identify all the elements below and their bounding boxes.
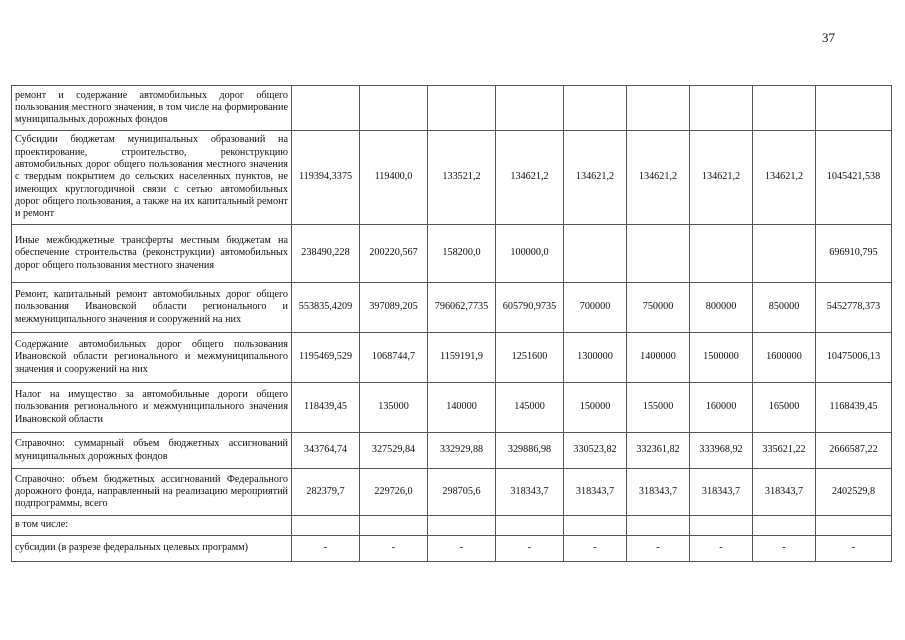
value-cell: - [496,536,564,562]
value-cell: 100000,0 [496,225,564,283]
value-cell: 605790,9735 [496,283,564,333]
value-cell: 330523,82 [564,433,627,469]
table-row [12,516,892,536]
page-number: 37 [822,30,835,45]
value-cell: 318343,7 [690,469,753,516]
value-cell: 119400,0 [360,131,428,225]
row-description: субсидии (в разрезе федеральных целевых программ) [12,536,292,562]
value-cell: - [360,536,428,562]
value-cell: 134621,2 [564,131,627,225]
value-cell: 134621,2 [496,131,564,225]
value-cell: 155000 [627,383,690,433]
value-cell: 318343,7 [753,469,816,516]
table-row [12,283,892,333]
value-cell: 850000 [753,283,816,333]
table-row [12,225,892,283]
table-row [12,536,892,562]
value-cell: 133521,2 [428,131,496,225]
value-cell [690,86,753,131]
value-cell: 134621,2 [690,131,753,225]
value-cell: 10475006,13 [816,333,892,383]
value-cell: 140000 [428,383,496,433]
value-cell: 1045421,538 [816,131,892,225]
value-cell: 343764,74 [292,433,360,469]
value-cell: 700000 [564,283,627,333]
row-description: Содержание автомобильных дорог общего пользования Ивановской области регионального и межмуниципального значения и сооружений на них [12,333,292,383]
value-cell: 282379,7 [292,469,360,516]
value-cell [292,86,360,131]
value-cell [428,86,496,131]
row-description: Субсидии бюджетам муниципальных образований на проектирование, строительство, реконструкцию автомобильных дорог общего пользования местного значения с твердым покрытием до сельских населенных пунктов, не имеющих круглогодичной связи с сетью автомобильных дорог общего пользования, а также на их капитальный ремонт и ремонт [12,131,292,225]
value-cell: 160000 [690,383,753,433]
value-cell [564,86,627,131]
budget-table [11,85,892,562]
value-cell: 335621,22 [753,433,816,469]
value-cell [753,225,816,283]
value-cell: - [627,536,690,562]
table-row [12,469,892,516]
value-cell: 2402529,8 [816,469,892,516]
value-cell: 800000 [690,283,753,333]
value-cell [292,516,360,536]
row-description: Иные межбюджетные трансферты местным бюджетам на обеспечение строительства (реконструкции) автомобильных дорог общего пользования местного значения [12,225,292,283]
value-cell: 165000 [753,383,816,433]
value-cell: 134621,2 [753,131,816,225]
value-cell: 238490,228 [292,225,360,283]
value-cell: 318343,7 [627,469,690,516]
row-description: в том числе: [12,516,292,536]
value-cell: - [816,536,892,562]
value-cell [690,225,753,283]
value-cell: 327529,84 [360,433,428,469]
value-cell: 119394,3375 [292,131,360,225]
value-cell: 298705,6 [428,469,496,516]
value-cell [690,516,753,536]
value-cell: 329886,98 [496,433,564,469]
value-cell: 134621,2 [627,131,690,225]
value-cell: 150000 [564,383,627,433]
value-cell [360,516,428,536]
value-cell: 696910,795 [816,225,892,283]
value-cell: 1159191,9 [428,333,496,383]
value-cell: 1600000 [753,333,816,383]
value-cell: 1068744,7 [360,333,428,383]
table-row [12,433,892,469]
value-cell: 750000 [627,283,690,333]
value-cell: 135000 [360,383,428,433]
value-cell: - [753,536,816,562]
row-description: Ремонт, капитальный ремонт автомобильных дорог общего пользования Ивановской области регионального и межмуниципального значения и сооружений на них [12,283,292,333]
row-description: Справочно: суммарный объем бюджетных ассигнований муниципальных дорожных фондов [12,433,292,469]
value-cell: 5452778,373 [816,283,892,333]
value-cell: 318343,7 [496,469,564,516]
value-cell: 200220,567 [360,225,428,283]
value-cell: - [292,536,360,562]
value-cell: 118439,45 [292,383,360,433]
value-cell: 158200,0 [428,225,496,283]
value-cell: 1195469,529 [292,333,360,383]
value-cell: 397089,205 [360,283,428,333]
row-description: ремонт и содержание автомобильных дорог общего пользования местного значения, в том числе на формирование муниципальных дорожных фондов [12,86,292,131]
value-cell: 1168439,45 [816,383,892,433]
value-cell: 145000 [496,383,564,433]
value-cell: 229726,0 [360,469,428,516]
value-cell [627,86,690,131]
value-cell [428,516,496,536]
value-cell [753,86,816,131]
value-cell: - [428,536,496,562]
value-cell: 2666587,22 [816,433,892,469]
value-cell: 318343,7 [564,469,627,516]
value-cell: 553835,4209 [292,283,360,333]
value-cell [627,225,690,283]
row-description: Справочно: объем бюджетных ассигнований Федерального дорожного фонда, направленный на реализацию мероприятий подпрограммы, всего [12,469,292,516]
value-cell: 1500000 [690,333,753,383]
table-row [12,131,892,225]
value-cell: 332929,88 [428,433,496,469]
row-description: Налог на имущество за автомобильные дороги общего пользования регионального и межмуниципального значения Ивановской области [12,383,292,433]
table-row [12,86,892,131]
value-cell: 332361,82 [627,433,690,469]
value-cell: 1300000 [564,333,627,383]
value-cell: - [690,536,753,562]
value-cell: 796062,7735 [428,283,496,333]
value-cell: - [564,536,627,562]
value-cell [627,516,690,536]
value-cell: 333968,92 [690,433,753,469]
value-cell [360,86,428,131]
value-cell [564,225,627,283]
value-cell: 1251600 [496,333,564,383]
value-cell [496,86,564,131]
value-cell [564,516,627,536]
table-row [12,383,892,433]
value-cell [816,86,892,131]
value-cell [496,516,564,536]
value-cell [816,516,892,536]
table-row [12,333,892,383]
value-cell [753,516,816,536]
value-cell: 1400000 [627,333,690,383]
